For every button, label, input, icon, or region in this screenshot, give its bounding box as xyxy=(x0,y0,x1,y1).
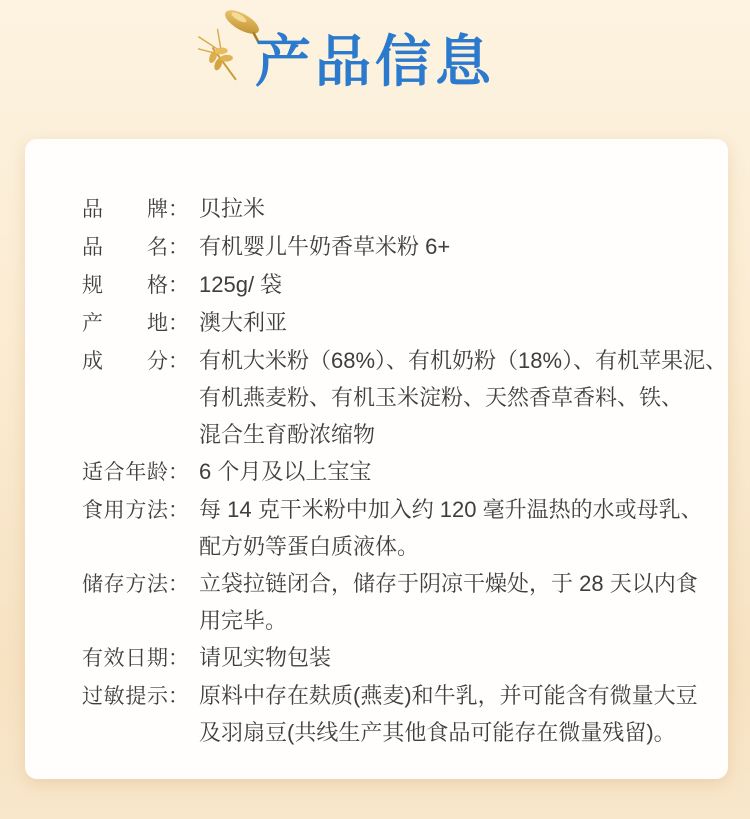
page-title: 产品信息 xyxy=(255,30,495,93)
row-value xyxy=(199,342,728,453)
info-row-origin xyxy=(82,304,702,342)
row-value xyxy=(199,453,702,490)
row-label: 储存方法 xyxy=(82,573,168,596)
info-row-ingredients xyxy=(82,342,728,453)
value-line: 贝拉米 xyxy=(199,196,266,221)
row-value xyxy=(199,491,702,565)
row-colon: ： xyxy=(168,685,189,708)
value-line: 6 个月及以上宝宝 xyxy=(199,459,372,484)
info-row-product-name xyxy=(82,228,702,266)
value-line: 立袋拉链闭合，储存于阴凉干燥处，于 28 天以内食 xyxy=(199,571,698,596)
value-line: 原料中存在麸质(燕麦)和牛乳，并可能含有微量大豆 xyxy=(199,683,698,708)
row-colon: ： xyxy=(168,647,189,670)
row-value xyxy=(199,639,702,676)
row-label: 品牌 xyxy=(82,198,168,221)
row-label: 过敏提示 xyxy=(82,685,168,708)
info-row-storage xyxy=(82,565,702,639)
row-colon: ： xyxy=(168,350,189,373)
row-value xyxy=(199,190,702,227)
info-card xyxy=(25,139,728,779)
row-colon: ： xyxy=(168,499,189,522)
row-colon: ： xyxy=(168,573,189,596)
row-label: 成分 xyxy=(82,350,168,373)
value-line: 用完毕。 xyxy=(199,608,288,633)
row-colon: ： xyxy=(168,312,189,335)
info-row-expiry xyxy=(82,639,702,677)
info-row-suitable-age xyxy=(82,453,702,491)
info-row-allergy xyxy=(82,677,702,751)
row-colon: ： xyxy=(168,274,189,297)
row-label: 有效日期 xyxy=(82,647,168,670)
value-line: 有机大米粉（68%）、有机奶粉（18%）、有机苹果泥、 xyxy=(199,348,728,373)
info-row-spec xyxy=(82,266,702,304)
info-row-brand xyxy=(82,190,702,228)
value-line: 澳大利亚 xyxy=(199,310,288,335)
row-value xyxy=(199,266,702,303)
value-line: 配方奶等蛋白质液体。 xyxy=(199,534,420,559)
info-row-usage xyxy=(82,491,702,565)
row-label: 产地 xyxy=(82,312,168,335)
value-line: 每 14 克干米粉中加入约 120 毫升温热的水或母乳、 xyxy=(199,497,703,522)
row-label: 品名 xyxy=(82,236,168,259)
row-value xyxy=(199,228,702,265)
row-value xyxy=(199,565,702,639)
row-value xyxy=(199,304,702,341)
row-value xyxy=(199,677,702,751)
row-colon: ： xyxy=(168,236,189,259)
row-label: 食用方法 xyxy=(82,499,168,522)
row-colon: ： xyxy=(168,198,189,221)
section-header xyxy=(0,0,750,139)
row-colon: ： xyxy=(168,461,189,484)
value-line: 及羽扇豆(共线生产其他食品可能存在微量残留)。 xyxy=(199,720,676,745)
row-label: 适合年龄 xyxy=(82,461,168,484)
value-line: 请见实物包装 xyxy=(199,645,332,670)
value-line: 有机婴儿牛奶香草米粉 6+ xyxy=(199,234,451,259)
value-line: 有机燕麦粉、有机玉米淀粉、天然香草香料、铁、 xyxy=(199,385,684,410)
value-line: 125g/ 袋 xyxy=(199,272,283,297)
value-line: 混合生育酚浓缩物 xyxy=(199,422,376,447)
row-label: 规格 xyxy=(82,274,168,297)
